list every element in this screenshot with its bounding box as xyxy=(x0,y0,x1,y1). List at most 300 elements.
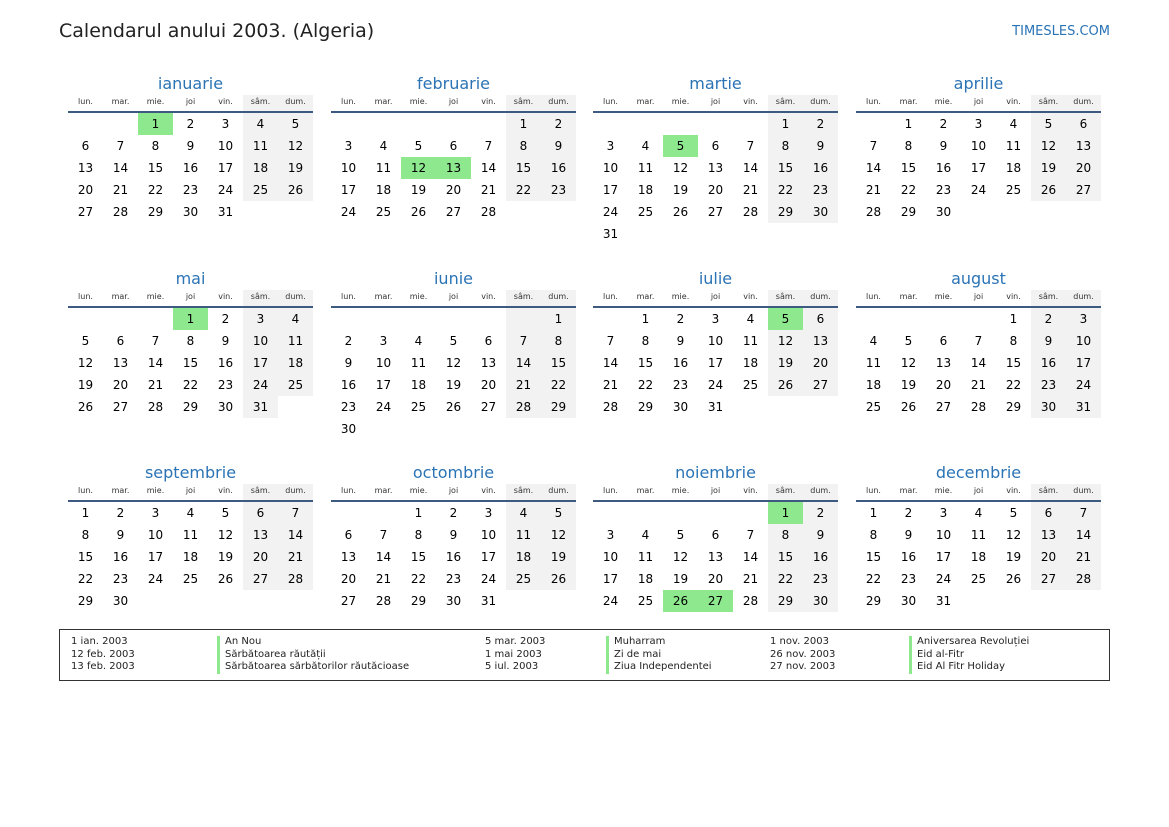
day-cell: 12 xyxy=(1031,135,1066,157)
day-cell: 5 xyxy=(541,502,576,524)
day-cell: 9 xyxy=(449,528,458,542)
day-cell: 16 xyxy=(803,157,838,179)
day-cell: 19 xyxy=(768,352,803,374)
day-cell: 21 xyxy=(1066,546,1101,568)
day-cell: 11 xyxy=(243,135,278,157)
weekday-label: vin. xyxy=(218,292,233,301)
day-cell: 23 xyxy=(217,378,234,392)
weekday-label: joi xyxy=(185,486,196,495)
day-cell: 13 xyxy=(340,550,357,564)
empty-cell xyxy=(891,308,926,330)
day-cell: 5 xyxy=(1031,113,1066,135)
holiday-day-cell: 1 xyxy=(138,113,173,135)
weekday-label: dum. xyxy=(1066,484,1101,500)
weekday-label: sâm. xyxy=(1031,484,1066,500)
weekday-label: sâm. xyxy=(1031,290,1066,306)
legend-date: 1 mai 2003 xyxy=(485,648,542,660)
weekday-label: sâm. xyxy=(506,290,541,306)
month-mai xyxy=(68,268,313,418)
day-cell: 20 xyxy=(445,183,462,197)
day-cell: 27 xyxy=(935,400,952,414)
day-cell: 10 xyxy=(602,550,619,564)
day-cell: 26 xyxy=(541,568,576,590)
day-cell: 10 xyxy=(147,528,164,542)
day-cell: 12 xyxy=(672,161,689,175)
day-cell: 23 xyxy=(445,572,462,586)
day-cell: 27 xyxy=(707,205,724,219)
day-cell: 11 xyxy=(1005,139,1022,153)
empty-cell xyxy=(628,502,663,524)
month-octombrie xyxy=(331,462,576,612)
legend-names-col-3 xyxy=(909,636,1029,674)
day-cell: 30 xyxy=(803,201,838,223)
weekday-header xyxy=(331,290,576,308)
day-cell: 17 xyxy=(707,356,724,370)
legend-holiday-name: Sărbătoarea sărbătorilor răutăcioase xyxy=(217,661,409,674)
day-cell: 19 xyxy=(541,546,576,568)
day-cell: 15 xyxy=(768,157,803,179)
day-cell: 27 xyxy=(480,400,497,414)
day-cell: 4 xyxy=(186,506,195,520)
site-link[interactable]: TIMESLES.COM xyxy=(1012,24,1110,39)
day-cell: 19 xyxy=(900,378,917,392)
day-cell: 15 xyxy=(182,356,199,370)
day-cell: 16 xyxy=(182,161,199,175)
day-cell: 26 xyxy=(1005,572,1022,586)
empty-cell xyxy=(663,113,698,135)
day-cell: 3 xyxy=(243,308,278,330)
day-cell: 27 xyxy=(1031,568,1066,590)
day-cell: 30 xyxy=(217,400,234,414)
day-cell: 7 xyxy=(151,334,160,348)
legend-dates-col-1 xyxy=(71,636,135,674)
weekday-label: joi xyxy=(973,97,984,106)
legend-holiday-name: Sărbătoarea răutății xyxy=(217,649,409,662)
day-grid xyxy=(593,502,838,612)
day-cell: 11 xyxy=(182,528,199,542)
day-cell: 15 xyxy=(1005,356,1022,370)
day-cell: 9 xyxy=(344,356,353,370)
day-cell: 9 xyxy=(939,139,948,153)
day-cell: 16 xyxy=(112,550,129,564)
day-cell: 30 xyxy=(1031,396,1066,418)
day-cell: 19 xyxy=(410,183,427,197)
day-cell: 19 xyxy=(672,572,689,586)
weekday-label: vin. xyxy=(1006,97,1021,106)
day-cell: 28 xyxy=(112,205,129,219)
weekday-label: mie. xyxy=(146,486,165,495)
day-cell: 4 xyxy=(243,113,278,135)
day-cell: 25 xyxy=(506,568,541,590)
day-cell: 21 xyxy=(375,572,392,586)
weekday-label: joi xyxy=(710,97,721,106)
day-cell: 15 xyxy=(865,550,882,564)
empty-cell xyxy=(698,502,733,524)
day-cell: 11 xyxy=(506,524,541,546)
day-cell: 30 xyxy=(182,205,199,219)
day-cell: 6 xyxy=(711,528,720,542)
holiday-legend xyxy=(59,629,1110,681)
day-cell: 8 xyxy=(904,139,913,153)
day-cell: 6 xyxy=(803,308,838,330)
day-cell: 9 xyxy=(116,528,125,542)
day-cell: 26 xyxy=(278,179,313,201)
empty-cell xyxy=(471,308,506,330)
day-cell: 11 xyxy=(637,550,654,564)
day-cell: 13 xyxy=(480,356,497,370)
day-cell: 5 xyxy=(221,506,230,520)
day-cell: 30 xyxy=(112,594,129,608)
day-cell: 24 xyxy=(147,572,164,586)
day-cell: 8 xyxy=(506,135,541,157)
weekday-label: mar. xyxy=(899,486,918,495)
day-cell: 6 xyxy=(243,502,278,524)
day-cell: 26 xyxy=(1031,179,1066,201)
weekday-label: lun. xyxy=(866,292,881,301)
day-cell: 11 xyxy=(278,330,313,352)
day-cell: 30 xyxy=(445,594,462,608)
day-cell: 14 xyxy=(112,161,129,175)
weekday-label: mie. xyxy=(409,292,428,301)
day-cell: 31 xyxy=(1066,396,1101,418)
day-cell: 21 xyxy=(742,572,759,586)
month-februarie xyxy=(331,73,576,223)
day-cell: 26 xyxy=(768,374,803,396)
day-cell: 20 xyxy=(1031,546,1066,568)
day-cell: 24 xyxy=(602,594,619,608)
weekday-label: mie. xyxy=(671,97,690,106)
day-cell: 7 xyxy=(278,502,313,524)
day-grid xyxy=(68,502,313,612)
day-cell: 5 xyxy=(81,334,90,348)
weekday-label: joi xyxy=(185,97,196,106)
weekday-header xyxy=(856,95,1101,113)
empty-cell xyxy=(68,308,103,330)
weekday-label: mie. xyxy=(409,486,428,495)
month-name: octombrie xyxy=(412,463,495,482)
weekday-label: sâm. xyxy=(1031,95,1066,111)
day-cell: 20 xyxy=(340,572,357,586)
day-cell: 14 xyxy=(865,161,882,175)
day-cell: 21 xyxy=(480,183,497,197)
month-noiembrie xyxy=(593,462,838,612)
day-cell: 4 xyxy=(641,139,650,153)
day-cell: 28 xyxy=(278,568,313,590)
legend-date: 5 mar. 2003 xyxy=(485,636,546,647)
day-cell: 24 xyxy=(970,183,987,197)
day-cell: 31 xyxy=(243,396,278,418)
day-cell: 2 xyxy=(449,506,458,520)
day-cell: 28 xyxy=(480,205,497,219)
weekday-label: lun. xyxy=(603,97,618,106)
day-cell: 7 xyxy=(746,139,755,153)
day-cell: 9 xyxy=(676,334,685,348)
day-cell: 5 xyxy=(278,113,313,135)
month-name: iulie xyxy=(698,269,733,288)
day-cell: 6 xyxy=(1066,113,1101,135)
day-cell: 19 xyxy=(1031,157,1066,179)
legend-date: 1 ian. 2003 xyxy=(71,636,128,647)
holiday-day-cell: 1 xyxy=(768,502,803,524)
day-cell: 27 xyxy=(77,205,94,219)
legend-names-col-1 xyxy=(217,636,409,674)
empty-cell xyxy=(698,113,733,135)
day-cell: 27 xyxy=(243,568,278,590)
day-cell: 22 xyxy=(1005,378,1022,392)
empty-cell xyxy=(366,308,401,330)
day-cell: 24 xyxy=(602,205,619,219)
legend-holiday-name: Zi de mai xyxy=(606,649,712,662)
empty-cell xyxy=(926,308,961,330)
day-cell: 10 xyxy=(340,161,357,175)
day-cell: 15 xyxy=(637,356,654,370)
day-cell: 23 xyxy=(803,179,838,201)
weekday-label: joi xyxy=(448,486,459,495)
month-ianuarie xyxy=(68,73,313,223)
weekday-label: joi xyxy=(448,97,459,106)
day-cell: 1 xyxy=(541,308,576,330)
day-cell: 2 xyxy=(1031,308,1066,330)
holiday-day-cell: 1 xyxy=(173,308,208,330)
day-cell: 25 xyxy=(742,378,759,392)
month-martie xyxy=(593,73,838,245)
day-cell: 25 xyxy=(182,572,199,586)
day-cell: 27 xyxy=(803,374,838,396)
day-cell: 12 xyxy=(1005,528,1022,542)
day-cell: 17 xyxy=(340,183,357,197)
day-grid xyxy=(856,308,1101,418)
weekday-label: joi xyxy=(185,292,196,301)
holiday-day-cell: 5 xyxy=(768,308,803,330)
day-cell: 1 xyxy=(1009,312,1018,326)
day-cell: 22 xyxy=(506,179,541,201)
day-cell: 18 xyxy=(1005,161,1022,175)
day-cell: 14 xyxy=(1066,524,1101,546)
day-cell: 20 xyxy=(480,378,497,392)
day-cell: 16 xyxy=(340,378,357,392)
day-cell: 12 xyxy=(768,330,803,352)
day-grid xyxy=(593,113,838,245)
day-cell: 28 xyxy=(865,205,882,219)
day-cell: 17 xyxy=(602,572,619,586)
day-cell: 24 xyxy=(340,205,357,219)
day-cell: 15 xyxy=(77,550,94,564)
month-decembrie xyxy=(856,462,1101,612)
day-cell: 31 xyxy=(935,594,952,608)
day-cell: 29 xyxy=(541,396,576,418)
weekday-label: mie. xyxy=(671,292,690,301)
day-cell: 28 xyxy=(1066,568,1101,590)
empty-cell xyxy=(471,113,506,135)
day-cell: 23 xyxy=(182,183,199,197)
day-cell: 9 xyxy=(803,524,838,546)
day-cell: 27 xyxy=(112,400,129,414)
day-cell: 8 xyxy=(869,528,878,542)
day-cell: 15 xyxy=(541,352,576,374)
page-title: Calendarul anului 2003. (Algeria) xyxy=(59,20,375,42)
day-cell: 8 xyxy=(768,135,803,157)
day-cell: 24 xyxy=(1066,374,1101,396)
day-cell: 10 xyxy=(707,334,724,348)
day-cell: 13 xyxy=(707,550,724,564)
day-cell: 12 xyxy=(445,356,462,370)
empty-cell xyxy=(593,308,628,330)
day-cell: 23 xyxy=(112,572,129,586)
day-cell: 14 xyxy=(375,550,392,564)
day-cell: 20 xyxy=(243,546,278,568)
day-cell: 15 xyxy=(768,546,803,568)
day-cell: 22 xyxy=(77,572,94,586)
day-grid xyxy=(68,308,313,418)
weekday-label: mar. xyxy=(374,292,393,301)
day-cell: 18 xyxy=(865,378,882,392)
day-cell: 21 xyxy=(112,183,129,197)
day-cell: 3 xyxy=(484,506,493,520)
day-cell: 15 xyxy=(900,161,917,175)
day-cell: 4 xyxy=(746,312,755,326)
weekday-label: mar. xyxy=(374,486,393,495)
weekday-label: mie. xyxy=(409,97,428,106)
weekday-label: mie. xyxy=(934,292,953,301)
day-cell: 2 xyxy=(904,506,913,520)
legend-dates-col-2 xyxy=(485,636,545,674)
day-cell: 25 xyxy=(410,400,427,414)
day-cell: 2 xyxy=(186,117,195,131)
day-cell: 29 xyxy=(182,400,199,414)
day-cell: 10 xyxy=(935,528,952,542)
day-cell: 21 xyxy=(970,378,987,392)
day-cell: 25 xyxy=(243,179,278,201)
day-cell: 6 xyxy=(81,139,90,153)
day-cell: 17 xyxy=(935,550,952,564)
day-cell: 8 xyxy=(641,334,650,348)
day-cell: 24 xyxy=(243,374,278,396)
day-cell: 25 xyxy=(375,205,392,219)
day-cell: 6 xyxy=(344,528,353,542)
weekday-label: vin. xyxy=(743,486,758,495)
legend-holiday-name: Ziua Independentei xyxy=(606,661,712,674)
day-cell: 23 xyxy=(541,179,576,201)
day-cell: 18 xyxy=(182,550,199,564)
day-cell: 11 xyxy=(410,356,427,370)
day-cell: 13 xyxy=(1031,524,1066,546)
weekday-label: mie. xyxy=(934,486,953,495)
legend-date: 1 nov. 2003 xyxy=(770,636,829,647)
day-cell: 19 xyxy=(278,157,313,179)
legend-holiday-name: An Nou xyxy=(217,636,409,649)
weekday-label: mar. xyxy=(899,97,918,106)
day-cell: 22 xyxy=(865,572,882,586)
day-cell: 31 xyxy=(602,227,619,241)
day-cell: 31 xyxy=(217,205,234,219)
day-cell: 8 xyxy=(186,334,195,348)
weekday-label: vin. xyxy=(743,292,758,301)
day-cell: 22 xyxy=(147,183,164,197)
day-cell: 27 xyxy=(340,594,357,608)
day-cell: 13 xyxy=(935,356,952,370)
day-cell: 30 xyxy=(340,422,357,436)
day-cell: 7 xyxy=(746,528,755,542)
day-cell: 14 xyxy=(278,524,313,546)
weekday-label: lun. xyxy=(341,292,356,301)
day-cell: 31 xyxy=(480,594,497,608)
day-cell: 1 xyxy=(506,113,541,135)
day-cell: 18 xyxy=(506,546,541,568)
day-cell: 28 xyxy=(147,400,164,414)
day-cell: 25 xyxy=(278,374,313,396)
day-cell: 13 xyxy=(243,524,278,546)
day-cell: 6 xyxy=(1031,502,1066,524)
weekday-header xyxy=(593,290,838,308)
day-cell: 29 xyxy=(637,400,654,414)
weekday-label: sâm. xyxy=(506,95,541,111)
day-cell: 2 xyxy=(116,506,125,520)
day-cell: 7 xyxy=(869,139,878,153)
day-cell: 18 xyxy=(637,183,654,197)
weekday-label: sâm. xyxy=(243,290,278,306)
day-cell: 10 xyxy=(217,139,234,153)
weekday-label: lun. xyxy=(78,292,93,301)
weekday-label: dum. xyxy=(803,290,838,306)
legend-holiday-name: Eid Al Fitr Holiday xyxy=(909,661,1029,674)
weekday-header xyxy=(331,484,576,502)
day-cell: 3 xyxy=(221,117,230,131)
day-cell: 5 xyxy=(676,528,685,542)
day-cell: 11 xyxy=(637,161,654,175)
day-cell: 19 xyxy=(672,183,689,197)
day-cell: 14 xyxy=(742,161,759,175)
day-cell: 16 xyxy=(672,356,689,370)
weekday-label: vin. xyxy=(218,486,233,495)
weekday-label: dum. xyxy=(541,95,576,111)
day-cell: 22 xyxy=(637,378,654,392)
day-cell: 1 xyxy=(81,506,90,520)
weekday-label: sâm. xyxy=(768,484,803,500)
day-cell: 3 xyxy=(606,139,615,153)
day-cell: 9 xyxy=(541,135,576,157)
weekday-label: dum. xyxy=(803,484,838,500)
weekday-label: mar. xyxy=(111,486,130,495)
day-cell: 7 xyxy=(116,139,125,153)
day-cell: 22 xyxy=(182,378,199,392)
day-cell: 5 xyxy=(904,334,913,348)
day-cell: 9 xyxy=(904,528,913,542)
day-cell: 22 xyxy=(768,179,803,201)
day-cell: 3 xyxy=(379,334,388,348)
empty-cell xyxy=(436,113,471,135)
weekday-label: lun. xyxy=(78,97,93,106)
weekday-label: joi xyxy=(448,292,459,301)
day-cell: 20 xyxy=(935,378,952,392)
day-cell: 12 xyxy=(672,550,689,564)
day-cell: 17 xyxy=(243,352,278,374)
day-cell: 24 xyxy=(480,572,497,586)
day-cell: 18 xyxy=(637,572,654,586)
month-septembrie xyxy=(68,462,313,612)
day-cell: 21 xyxy=(602,378,619,392)
day-cell: 4 xyxy=(1009,117,1018,131)
day-cell: 7 xyxy=(379,528,388,542)
legend-date: 13 feb. 2003 xyxy=(71,661,135,672)
empty-cell xyxy=(331,502,366,524)
day-cell: 20 xyxy=(707,183,724,197)
day-cell: 1 xyxy=(641,312,650,326)
weekday-label: mar. xyxy=(111,292,130,301)
empty-cell xyxy=(401,308,436,330)
weekday-label: vin. xyxy=(743,97,758,106)
empty-cell xyxy=(856,308,891,330)
day-cell: 9 xyxy=(221,334,230,348)
